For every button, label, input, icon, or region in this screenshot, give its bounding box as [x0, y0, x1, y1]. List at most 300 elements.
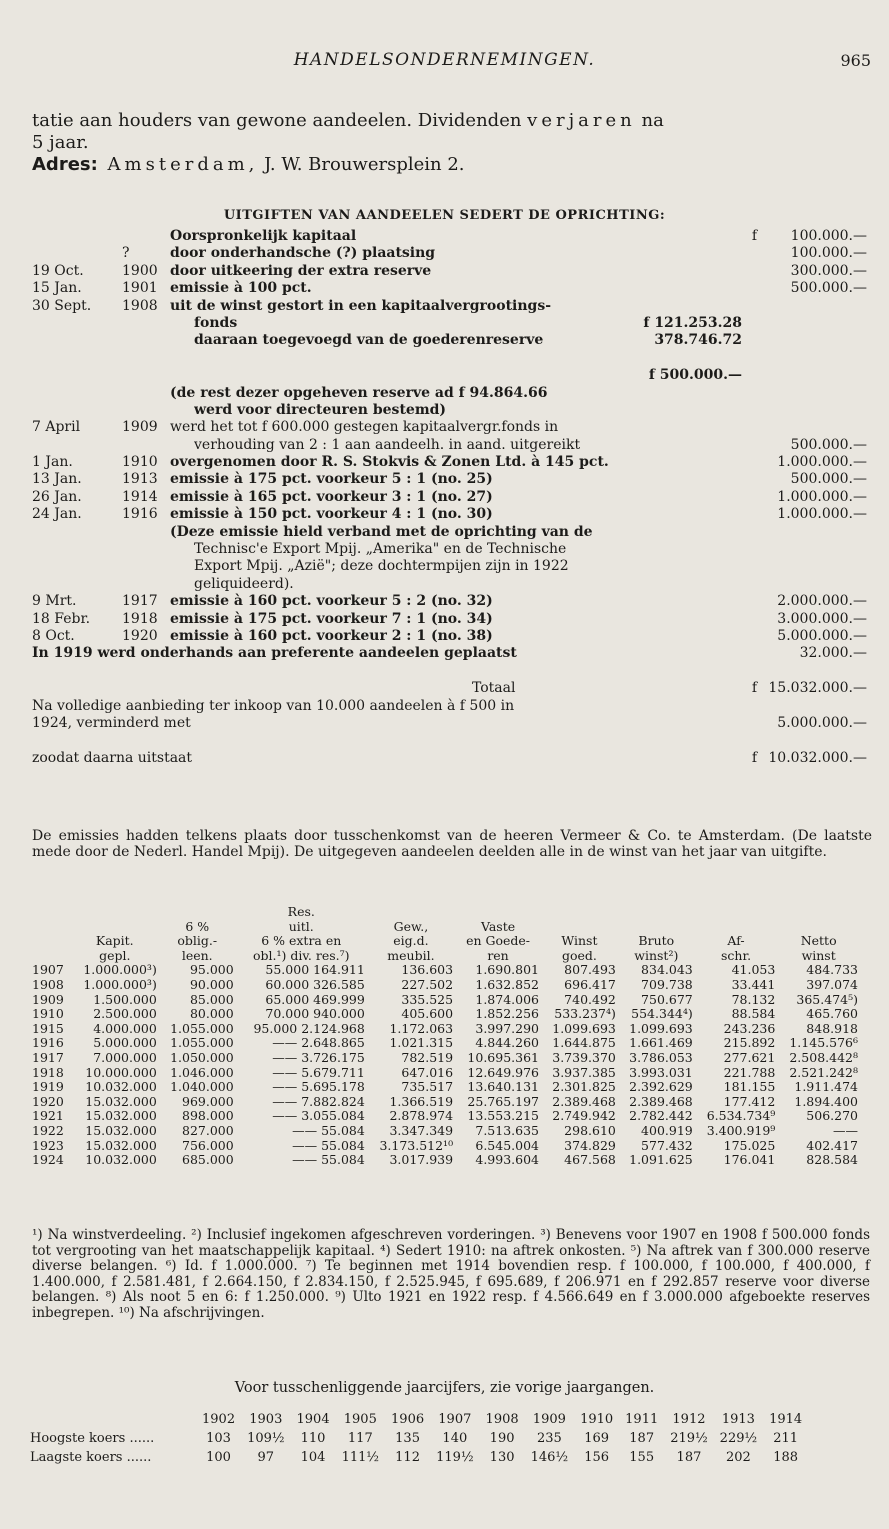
value-cell: 227.502 — [401, 976, 454, 992]
value-cell: 3.993.031 — [629, 1064, 693, 1080]
column-header — [695, 920, 778, 935]
value-cell: 1.000.000³) — [83, 962, 157, 978]
value-cell: 2.389.468 — [629, 1093, 693, 1109]
value-cell: 243.236 — [723, 1020, 776, 1036]
year-cell: 1920 — [32, 1093, 64, 1109]
footnotes-text: ¹) Na winstverdeeling. ²) Inclusief ingekomen afgeschreven vorderingen. ³) Benevens voor 1907 en 1908 f 500.000 fonds tot vergrooting van het maatschappelijk kapitaal. ⁴) Sedert 1910: na aftrek onkosten. ⁵) Na aftrek van f 300.000 reserve diverse belangen. ⁶) Id. f 1.000.000. ⁷) Te beginnen met 1914 bovendien resp. f 100.000, f 100.000, f 400.000, f 1.400.000, f 2.581.481, f 2.664.150, f 2.834.150, f 2.525.945, f 695.689, f 206.971 en f 292.857 reserve voor diverse belangen. ⁸) Als noot 5 en 6: f 1.250.000. ⁹) Ulto 1921 en 1922 resp. f 4.566.649 en f 3.000.000 afgeboekte reserves inbegrepen. ¹⁰) Na afschrijvingen. — [32, 1227, 870, 1321]
value-cell: 1.366.519 — [389, 1093, 454, 1109]
column-header: Vaste — [480, 918, 516, 934]
table-row — [30, 1066, 860, 1081]
address-line — [32, 154, 872, 176]
table-row — [30, 1095, 860, 1110]
issue-text: (Deze emissie hield verband met de oprichting van de — [170, 523, 593, 540]
issue-row — [32, 350, 867, 367]
issue-row — [32, 245, 867, 262]
value-cell: 465.760 — [806, 1006, 858, 1022]
koers-value: 235 — [536, 1431, 562, 1446]
koers-year: 1904 — [296, 1412, 330, 1427]
column-header: Af- — [727, 933, 745, 949]
issue-date: 13 Jan. — [32, 471, 82, 488]
value-cell: 848.918 — [806, 1020, 858, 1036]
issue-date: 1 Jan. — [32, 454, 73, 471]
year-cell: 1923 — [32, 1137, 64, 1153]
value-cell: 3.739.370 — [552, 1049, 616, 1065]
issue-text: emissie à 100 pct. — [170, 280, 312, 297]
column-header — [30, 905, 71, 920]
issue-row — [32, 541, 867, 558]
footnotes — [32, 1228, 870, 1322]
value-cell: 1.145.576⁶ — [789, 1035, 858, 1051]
column-header: schr. — [721, 947, 752, 963]
issue-text: verhouding van 2 : 1 aan aandeelh. in aand. uitgereikt — [194, 436, 581, 453]
value-cell: 554.344⁴) — [631, 1006, 693, 1022]
financial-table-header — [30, 905, 860, 963]
value-cell: 2.749.942 — [552, 1108, 616, 1124]
value-cell: 7.513.635 — [475, 1122, 539, 1138]
issue-row — [32, 715, 867, 732]
issue-date: 15 Jan. — [32, 280, 82, 297]
koers-year: 1902 — [202, 1412, 236, 1427]
issue-row — [32, 367, 867, 384]
issue-amount: 15.032.000.— — [768, 680, 867, 697]
issue-date: 30 Sept. — [32, 297, 92, 314]
value-cell: 2.878.974 — [389, 1108, 454, 1124]
value-cell: 1.661.469 — [629, 1035, 693, 1051]
column-header: oblig.- — [177, 933, 218, 949]
issue-text: uit de winst gestort in een kapitaalvergrootings- — [170, 297, 552, 314]
intro-text: tatie aan houders van gewone aandeelen. Dividenden — [32, 110, 528, 131]
column-header — [777, 920, 860, 935]
column-header: eig.d. — [393, 933, 429, 949]
value-cell: 782.519 — [401, 1049, 454, 1065]
value-cell: 397.074 — [806, 976, 858, 992]
koers-value: 100 — [206, 1450, 231, 1465]
value-cell: 467.568 — [564, 1152, 616, 1168]
address-street: J. W. Brouwersplein 2. — [258, 154, 465, 175]
year-cell: 1919 — [32, 1079, 64, 1095]
koers-value: 229½ — [719, 1431, 758, 1446]
issue-row — [32, 437, 867, 454]
intro-paragraph — [32, 110, 872, 176]
column-header — [695, 905, 778, 920]
issue-row — [32, 419, 867, 436]
value-cell: 10.000.000 — [85, 1064, 157, 1080]
year-cell: 1922 — [32, 1122, 64, 1138]
issue-row — [32, 576, 867, 593]
issue-row — [32, 680, 867, 697]
value-cell: 10.032.000 — [85, 1079, 157, 1095]
issue-subtotal: f 500.000.— — [648, 367, 742, 384]
value-cell: 374.829 — [564, 1137, 616, 1153]
value-cell: 277.621 — [723, 1049, 776, 1065]
koers-year: 1903 — [249, 1412, 283, 1427]
koers-value: 202 — [725, 1450, 751, 1465]
value-cell: 740.492 — [564, 991, 616, 1007]
issue-text: Technisc'e Export Mpij. „Amerika" en de Technische — [194, 541, 567, 558]
value-cell: 10.695.361 — [467, 1049, 539, 1065]
table-row — [30, 1022, 860, 1037]
column-header: Winst — [561, 933, 598, 949]
koers-year: 1909 — [532, 1412, 566, 1427]
value-cell: 136.603 — [401, 962, 454, 978]
value-cell: 1.172.063 — [389, 1020, 454, 1036]
value-cell: 756.000 — [182, 1137, 234, 1153]
table-row — [30, 978, 860, 993]
issue-year: ? — [122, 245, 130, 262]
currency-symbol: f — [751, 228, 757, 244]
value-cell: 90.000 — [189, 976, 234, 992]
table-row — [30, 1051, 860, 1066]
column-header — [455, 905, 541, 920]
year-cell: 1924 — [32, 1152, 64, 1168]
issue-row — [32, 332, 867, 349]
column-header — [541, 920, 618, 935]
column-header — [30, 934, 71, 949]
year-cell: 1921 — [32, 1108, 64, 1124]
value-cell: 3.347.349 — [389, 1122, 454, 1138]
column-header: Netto — [800, 933, 837, 949]
value-cell: 1.644.875 — [552, 1035, 616, 1051]
column-header: ren — [487, 947, 509, 963]
value-cell: 506.270 — [806, 1108, 858, 1124]
koers-year: 1907 — [438, 1412, 472, 1427]
column-header — [159, 905, 236, 920]
issue-text: door uitkeering der extra reserve — [170, 262, 432, 279]
koers-value: 130 — [489, 1450, 515, 1465]
column-header — [30, 949, 71, 964]
koers-year: 1908 — [485, 1412, 519, 1427]
spaced-word: verjaren — [527, 110, 636, 131]
running-header — [0, 52, 889, 74]
koers-value: 109½ — [247, 1431, 285, 1446]
value-cell: 400.919 — [641, 1122, 693, 1138]
issue-subamount: f 121.253.28 — [643, 314, 742, 331]
value-cell: 70.000 940.000 — [265, 1006, 365, 1022]
issue-amount: 10.032.000.— — [768, 749, 867, 766]
issue-amount: 100.000.— — [790, 228, 867, 244]
table-row — [30, 993, 860, 1008]
issue-text: emissie à 150 pct. voorkeur 4 : 1 (no. 30) — [170, 506, 493, 523]
value-cell: —— 5.679.711 — [272, 1064, 365, 1080]
value-cell: 3.786.053 — [629, 1049, 693, 1065]
value-cell: 15.032.000 — [85, 1093, 157, 1109]
financial-table — [30, 905, 860, 1168]
issue-text: werd het tot f 600.000 gestegen kapitaalvergr.fonds in — [170, 419, 559, 436]
column-header: Kapit. — [95, 933, 134, 949]
column-header: winst — [801, 947, 836, 963]
value-cell: 1.055.000 — [170, 1020, 234, 1036]
value-cell: 177.412 — [723, 1093, 776, 1109]
value-cell: 1.040.000 — [170, 1079, 234, 1095]
column-header: 6 % extra en — [261, 933, 342, 949]
issue-row — [32, 593, 867, 610]
issue-row — [32, 558, 867, 575]
value-cell: 365.474⁵) — [796, 991, 858, 1007]
value-cell: 1.500.000 — [93, 991, 157, 1007]
value-cell: 335.525 — [401, 991, 454, 1007]
value-cell: 828.584 — [806, 1152, 858, 1168]
koers-value: 140 — [442, 1431, 468, 1446]
value-cell: 807.493 — [564, 962, 616, 978]
value-cell: 1.050.000 — [170, 1049, 234, 1065]
value-cell: 15.032.000 — [85, 1122, 157, 1138]
issue-text: overgenomen door R. S. Stokvis & Zonen Ltd. à 145 pct. — [170, 454, 609, 471]
issue-amount: 3.000.000.— — [777, 610, 867, 627]
koers-value: 111½ — [341, 1450, 380, 1465]
year-cell: 1918 — [32, 1064, 64, 1080]
value-cell: 647.016 — [401, 1064, 454, 1080]
issue-row — [32, 732, 867, 749]
column-header — [367, 905, 455, 920]
koers-value: 135 — [395, 1431, 420, 1446]
issue-year: 1900 — [122, 262, 158, 279]
value-cell: 10.032.000 — [85, 1152, 157, 1168]
value-cell: 1.690.801 — [475, 962, 539, 978]
issue-text: fonds — [194, 314, 238, 331]
value-cell: 15.032.000 — [85, 1108, 157, 1124]
value-cell: 25.765.197 — [467, 1093, 539, 1109]
value-cell: 2.301.825 — [552, 1079, 616, 1095]
value-cell: 4.993.604 — [475, 1152, 539, 1168]
value-cell: 1.046.000 — [170, 1064, 234, 1080]
year-cell: 1908 — [32, 976, 64, 992]
value-cell: 65.000 469.999 — [265, 991, 365, 1007]
emission-note-text: De emissies hadden telkens plaats door tusschenkomst van de heeren Vermeer & Co. te Amsterdam. (De laatste mede door de Nederl. Handel Mpij). De uitgegeven aandeelen deelden alle in de winst van het jaar van uitgifte. — [32, 828, 872, 860]
value-cell: 176.041 — [723, 1152, 776, 1168]
issue-amount: 500.000.— — [790, 436, 867, 453]
koers-year: 1912 — [672, 1412, 706, 1427]
value-cell: 12.649.976 — [467, 1064, 539, 1080]
koers-value: 117 — [347, 1431, 373, 1446]
issue-amount: 500.000.— — [790, 280, 867, 297]
intro-line-2: 5 jaar. — [32, 132, 89, 153]
address-label: Adres: — [32, 154, 98, 175]
intro-text-end: na — [635, 110, 664, 131]
value-cell: 41.053 — [731, 962, 776, 978]
column-header: meubil. — [387, 947, 435, 963]
value-cell: 33.441 — [731, 976, 776, 992]
issue-row — [32, 280, 867, 297]
value-cell: —— 55.084 — [292, 1122, 365, 1138]
header-row — [30, 949, 860, 964]
issue-amount: 100.000.— — [790, 245, 867, 262]
koers-blank-header — [30, 1410, 196, 1429]
value-cell: 2.500.000 — [93, 1006, 157, 1022]
koers-year: 1914 — [769, 1412, 803, 1427]
issue-year: 1909 — [122, 419, 158, 436]
koers-value: 190 — [489, 1431, 515, 1446]
koers-value: 187 — [676, 1450, 702, 1465]
issue-year: 1914 — [122, 488, 158, 505]
value-cell: 2.782.442 — [629, 1108, 693, 1124]
koers-value: 146½ — [530, 1450, 569, 1465]
value-cell: 1.021.315 — [389, 1035, 454, 1051]
table-row — [30, 1109, 860, 1124]
koers-year-row — [30, 1410, 808, 1429]
issue-text: Oorspronkelijk kapitaal — [170, 228, 357, 244]
issue-row — [32, 489, 867, 506]
value-cell: 2.392.629 — [629, 1079, 693, 1095]
issue-text: door onderhandsche (?) plaatsing — [170, 245, 436, 262]
issue-date: 18 Febr. — [32, 610, 91, 627]
financial-table-body — [30, 963, 860, 1167]
issue-amount: 2.000.000.— — [777, 593, 867, 610]
issue-text: (de rest dezer opgeheven reserve ad f 94.864.66 — [170, 384, 548, 401]
value-cell: 533.237⁴) — [554, 1006, 616, 1022]
issue-text: emissie à 175 pct. voorkeur 5 : 1 (no. 25) — [170, 471, 493, 488]
issue-year: 1901 — [122, 280, 158, 297]
koers-value: 112 — [395, 1450, 420, 1465]
page-header-title: HANDELSONDERNEMINGEN. — [293, 50, 596, 70]
issue-text: emissie à 160 pct. voorkeur 5 : 2 (no. 32) — [170, 593, 493, 610]
year-cell: 1910 — [32, 1006, 64, 1022]
value-cell: 484.733 — [806, 962, 858, 978]
value-cell: 6.534.734⁹ — [706, 1108, 776, 1124]
table-row — [30, 1080, 860, 1095]
issue-text: geliquideerd). — [194, 575, 294, 592]
value-cell: 88.584 — [731, 1006, 776, 1022]
issues-section-title: UITGIFTEN VAN AANDEELEN SEDERT DE OPRICHTING: — [223, 208, 666, 223]
year-cell: 1915 — [32, 1020, 64, 1036]
value-cell: 15.032.000 — [85, 1137, 157, 1153]
table-row — [30, 1139, 860, 1154]
value-cell: 298.610 — [564, 1122, 616, 1138]
koers-year: 1910 — [580, 1412, 614, 1427]
koers-value: 188 — [773, 1450, 799, 1465]
value-cell: 1.099.693 — [552, 1020, 616, 1036]
column-header: gepl. — [99, 947, 131, 963]
value-cell: 181.155 — [723, 1079, 776, 1095]
koers-title: Voor tusschenliggende jaarcijfers, zie vorige jaargangen. — [234, 1380, 655, 1396]
issue-text: zoodat daarna uitstaat — [32, 749, 193, 766]
emission-note — [32, 828, 872, 860]
value-cell: —— 3.726.175 — [272, 1049, 365, 1065]
issue-amount: 32.000.— — [799, 645, 867, 662]
value-cell: 7.000.000 — [93, 1049, 157, 1065]
issue-year: 1916 — [122, 506, 158, 523]
column-header — [618, 920, 695, 935]
koers-year: 1905 — [343, 1412, 377, 1427]
column-header — [541, 905, 618, 920]
value-cell: 3.997.290 — [475, 1020, 539, 1036]
issues-list — [32, 228, 867, 767]
issue-text: Totaal — [472, 680, 516, 697]
column-header: Gew., — [393, 918, 429, 934]
issue-amount: 300.000.— — [790, 262, 867, 279]
value-cell: 175.025 — [723, 1137, 776, 1153]
issue-subamount: 378.746.72 — [654, 332, 742, 349]
koers-row-high — [30, 1429, 808, 1448]
column-header: obl.¹) div. res.⁷) — [252, 947, 350, 963]
value-cell: 4.844.260 — [475, 1035, 539, 1051]
column-header — [618, 905, 695, 920]
issue-text: Export Mpij. „Azië"; deze dochtermpijen zijn in 1922 — [194, 558, 569, 575]
koers-value: 155 — [629, 1450, 655, 1465]
year-cell: 1909 — [32, 991, 64, 1007]
table-row — [30, 1036, 860, 1051]
value-cell: —— 2.648.865 — [272, 1035, 365, 1051]
value-cell: 215.892 — [723, 1035, 776, 1051]
issue-year: 1918 — [122, 610, 158, 627]
column-header: Res. — [287, 904, 315, 919]
currency-symbol: f — [751, 680, 757, 697]
value-cell: 1.632.852 — [475, 976, 539, 992]
issue-year: 1917 — [122, 593, 158, 610]
issue-text: emissie à 175 pct. voorkeur 7 : 1 (no. 34) — [170, 610, 493, 627]
value-cell: —— — [833, 1122, 858, 1138]
value-cell: 750.677 — [641, 991, 693, 1007]
value-cell: 85.000 — [189, 991, 234, 1007]
value-cell: 577.432 — [641, 1137, 693, 1153]
year-cell: 1916 — [32, 1035, 64, 1051]
value-cell: 1.911.474 — [794, 1079, 858, 1095]
value-cell: 3.173.512¹⁰ — [379, 1137, 454, 1153]
value-cell: —— 5.695.178 — [272, 1079, 365, 1095]
column-header: winst²) — [634, 947, 679, 963]
table-row — [30, 1007, 860, 1022]
column-header: 6 % — [185, 918, 210, 934]
table-row — [30, 963, 860, 978]
column-header — [71, 905, 159, 920]
column-header — [777, 905, 860, 920]
issue-row — [32, 611, 867, 628]
issue-date: 19 Oct. — [32, 262, 84, 279]
issue-date: 26 Jan. — [32, 488, 82, 505]
issue-row — [32, 315, 867, 332]
koers-value: 219½ — [670, 1431, 708, 1446]
value-cell: 1.874.006 — [475, 991, 539, 1007]
issue-row — [32, 263, 867, 280]
issue-text: werd voor directeuren bestemd) — [194, 401, 447, 418]
value-cell: 405.600 — [401, 1006, 454, 1022]
value-cell: 60.000 326.585 — [265, 976, 365, 992]
value-cell: 95.000 2.124.968 — [253, 1020, 365, 1036]
issue-text: 1924, verminderd met — [32, 714, 191, 731]
koers-label: Hoogste koers ...... — [30, 1431, 155, 1446]
value-cell: 827.000 — [182, 1122, 234, 1138]
issue-year: 1913 — [122, 471, 158, 488]
issue-text: In 1919 werd onderhands aan preferente aandeelen geplaatst — [32, 645, 517, 662]
issue-row — [32, 385, 867, 402]
value-cell: 3.017.939 — [389, 1152, 454, 1168]
issue-row — [32, 228, 867, 245]
koers-value: 104 — [300, 1450, 326, 1465]
value-cell: 685.000 — [182, 1152, 234, 1168]
value-cell: 898.000 — [182, 1108, 234, 1124]
issue-row — [32, 750, 867, 767]
value-cell: 55.000 164.911 — [265, 962, 365, 978]
value-cell: 4.000.000 — [93, 1020, 157, 1036]
value-cell: 1.894.400 — [794, 1093, 858, 1109]
value-cell: —— 7.882.824 — [272, 1093, 365, 1109]
column-header — [30, 920, 71, 935]
issue-text: emissie à 160 pct. voorkeur 2 : 1 (no. 38) — [170, 627, 493, 644]
issue-row — [32, 524, 867, 541]
issue-amount: 5.000.000.— — [777, 627, 867, 644]
koers-value: 156 — [584, 1450, 610, 1465]
issue-amount: 5.000.000.— — [777, 714, 867, 731]
value-cell: 834.043 — [641, 962, 693, 978]
value-cell: 78.132 — [731, 991, 776, 1007]
value-cell: 3.937.385 — [552, 1064, 616, 1080]
header-row — [30, 920, 860, 935]
issue-row — [32, 471, 867, 488]
column-header: goed. — [561, 947, 597, 963]
value-cell: 221.788 — [723, 1064, 776, 1080]
page-number: 965 — [840, 51, 871, 70]
koers-value: 169 — [584, 1431, 610, 1446]
issue-row — [32, 402, 867, 419]
